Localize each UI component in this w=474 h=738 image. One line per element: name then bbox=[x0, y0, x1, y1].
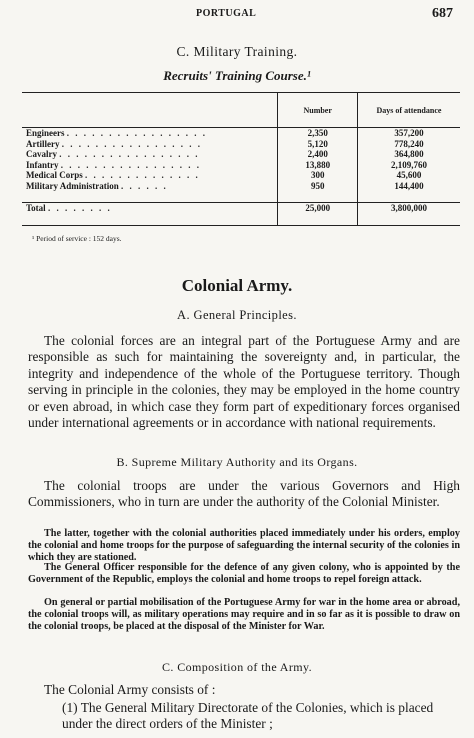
days-cell: 778,240 bbox=[394, 138, 424, 149]
running-title: PORTUGAL bbox=[196, 8, 257, 19]
label-column-header bbox=[22, 93, 278, 128]
days-cell: 144,400 bbox=[394, 180, 424, 191]
number-cell: 13,880 bbox=[305, 159, 331, 170]
number-cell: 2,400 bbox=[307, 149, 328, 160]
number-cell: 300 bbox=[310, 170, 325, 181]
total-row bbox=[22, 203, 460, 226]
days-column-header: Days of attendance bbox=[357, 93, 460, 128]
section-c-intro: The Colonial Army consists of : bbox=[44, 682, 216, 697]
section-heading-military-training: C. Military Training. bbox=[176, 44, 298, 59]
section-a-paragraph: The colonial forces are an integral part of the Portuguese Army and are responsible as such for maintaining the sovereignty and, in particular, the integrity and independence of the whole of the Portuguese territory. Though serving in principle in the colonies, they may be employed in the home country or even abroad, in which case they form part of expeditionary forces organised under international agreements or in accordance with national requirements. bbox=[28, 333, 460, 431]
number-cell: 5,120 bbox=[307, 138, 328, 149]
row-label: Engineers . . . . . . . . . . . . . . . . . bbox=[26, 128, 208, 138]
row-labels bbox=[22, 128, 278, 203]
table-row bbox=[22, 128, 460, 203]
number-column-header: Number bbox=[278, 93, 358, 128]
days-cell: 2,109,760 bbox=[390, 159, 427, 170]
total-days: 3,800,000 bbox=[357, 203, 460, 226]
row-label: Cavalry . . . . . . . . . . . . . . . . . bbox=[26, 149, 200, 160]
number-cell: 950 bbox=[310, 180, 325, 191]
section-c-item: (1) The General Military Directorate of the Colonies, which is placed under the direct orders of the Minister ; bbox=[62, 700, 434, 732]
days-cell: 364,800 bbox=[394, 149, 424, 160]
colonial-army-title: Colonial Army. bbox=[181, 276, 293, 295]
section-b-heading: B. Supreme Military Authority and its Organs. bbox=[116, 455, 358, 469]
small-paragraph: The General Officer responsible for the defence of any given colony, who is appointed by the Government of the Republic, employs the colonial and home troops to repel foreign attack. bbox=[28, 562, 460, 585]
page-number: 687 bbox=[432, 6, 453, 21]
number-column bbox=[278, 128, 358, 203]
total-label: Total . . . . . . . . bbox=[22, 203, 278, 226]
table-footnote: ¹ Period of service : 152 days. bbox=[32, 234, 122, 243]
training-table bbox=[22, 92, 460, 226]
days-cell: 45,600 bbox=[396, 170, 422, 181]
section-a-heading: A. General Principles. bbox=[177, 308, 297, 322]
number-cell: 2,350 bbox=[307, 128, 328, 138]
table-header-row bbox=[22, 93, 460, 128]
row-label: Infantry . . . . . . . . . . . . . . . . . bbox=[26, 159, 202, 170]
row-label: Medical Corps . . . . . . . . . . . . . . bbox=[26, 170, 200, 181]
small-paragraph: The latter, together with the colonial authorities placed immediately under his orders, employ the colonial and home troops for the purpose of safeguarding the internal security of the colonies in which they are stationed. bbox=[28, 528, 460, 563]
section-b-paragraph: The colonial troops are under the various Governors and High Commissioners, who in turn are under the authority of the Colonial Minister. bbox=[28, 478, 460, 510]
row-label: Military Administration . . . . . . bbox=[26, 180, 168, 191]
days-cell: 357,200 bbox=[394, 128, 424, 138]
days-column bbox=[357, 128, 460, 203]
row-label bbox=[26, 192, 273, 203]
row-label: Artillery . . . . . . . . . . . . . . . . . bbox=[26, 138, 202, 149]
total-number: 25,000 bbox=[278, 203, 358, 226]
section-c-heading: C. Composition of the Army. bbox=[161, 660, 313, 674]
table-caption: Recruits' Training Course.¹ bbox=[163, 68, 311, 83]
small-paragraph: On general or partial mobilisation of the Portuguese Army for war in the home area or abroad, the colonial troops will, as military operations may require and in so far as it is possible to draw on the colonial troops, be placed at the disposal of the Minister for War. bbox=[28, 597, 460, 632]
